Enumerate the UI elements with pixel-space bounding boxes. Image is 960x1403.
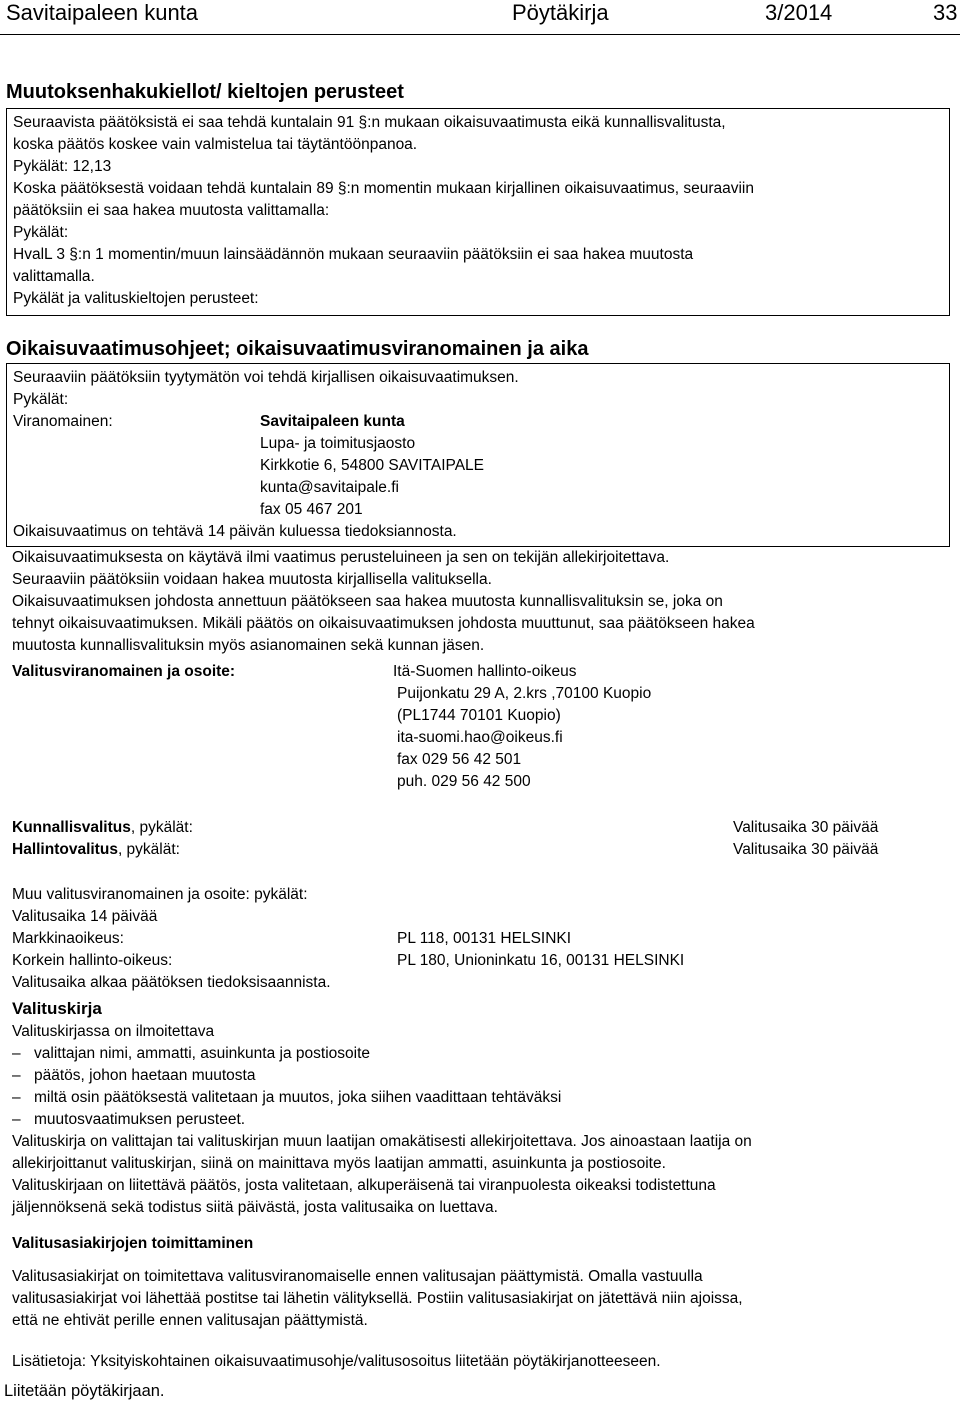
appeal-ban-title: Muutoksenhakukiellot/ kieltojen perusteet bbox=[6, 81, 404, 103]
court-fax: fax 029 56 42 501 bbox=[397, 751, 522, 768]
authority-label: Viranomainen: bbox=[13, 413, 113, 430]
appeal-ban-sections: Pykälät: bbox=[13, 224, 69, 241]
delivery-section bbox=[12, 1233, 950, 1373]
administrative-appeal-bold: Hallintovalitus bbox=[12, 841, 118, 858]
appeal-letter-signature-text: allekirjoittanut valituskirjan, siinä on mainittava myös laatijan ammatti, asuinkunta ja postiosoite. bbox=[12, 1155, 666, 1172]
rectification-sections: Pykälät: bbox=[13, 391, 69, 408]
appeal-letter-attachment-text: jäljennöksenä sekä todistus siitä päivästä, josta valitusaika on luettava. bbox=[12, 1199, 498, 1216]
delivery-info: Lisätietoja: Yksityiskohtainen oikaisuvaatimusohje/valitusosoitus liitetään pöytäkirjanotteeseen. bbox=[12, 1353, 661, 1370]
market-court-address: PL 118, 00131 HELSINKI bbox=[397, 930, 572, 947]
supreme-court-address: PL 180, Unioninkatu 16, 00131 HELSINKI bbox=[397, 952, 685, 969]
dash-bullet: – bbox=[12, 1045, 21, 1062]
appeal-letter-section bbox=[12, 997, 950, 1219]
supreme-court-label: Korkein hallinto-oikeus: bbox=[12, 952, 173, 969]
court-pobox: (PL1744 70101 Kuopio) bbox=[397, 707, 561, 724]
market-court-label: Markkinaoikeus: bbox=[12, 930, 124, 947]
court-phone: puh. 029 56 42 500 bbox=[397, 773, 531, 790]
appeals-paragraph: muutosta kunnallisvalituksin myös asianomainen sekä kunnan jäsen. bbox=[12, 637, 485, 654]
list-item-text: miltä osin päätöksestä valitetaan ja muutos, joka siihen vaadittaan tehtäväksi bbox=[34, 1089, 562, 1106]
appeal-ban-grounds: Pykälät ja valituskieltojen perusteet: bbox=[13, 290, 259, 307]
appeal-ban-text: valittamalla. bbox=[13, 268, 95, 285]
page-header bbox=[0, 0, 960, 34]
court-address: Puijonkatu 29 A, 2.krs ,70100 Kuopio bbox=[397, 685, 652, 702]
delivery-title: Valitusasiakirjojen toimittaminen bbox=[12, 1235, 254, 1252]
rectification-intro: Seuraaviin päätöksiin tyytymätön voi tehdä kirjallisen oikaisuvaatimuksen. bbox=[13, 369, 519, 386]
list-item bbox=[12, 1043, 950, 1065]
appeal-ban-text: Seuraavista päätöksistä ei saa tehdä kuntalain 91 §:n mukaan oikaisuvaatimusta eikä kunnallisvalitusta, bbox=[13, 114, 726, 131]
list-item-text: päätös, johon haetaan muutosta bbox=[34, 1067, 256, 1084]
header-divider bbox=[0, 34, 960, 35]
header-document-number: 3/2014 bbox=[765, 0, 833, 25]
list-item bbox=[12, 1109, 950, 1131]
rectification-requirement: Oikaisuvaatimuksesta on käytävä ilmi vaatimus perusteluineen ja sen on tekijän allekirjoitettava. bbox=[12, 549, 670, 566]
municipal-appeal-label bbox=[12, 817, 193, 839]
appeal-ban-box bbox=[6, 108, 950, 316]
municipal-appeal-bold: Kunnallisvalitus bbox=[12, 819, 131, 836]
footer-note: Liitetään pöytäkirjaan. bbox=[4, 1382, 165, 1400]
court-email: ita-suomi.hao@oikeus.fi bbox=[397, 729, 563, 746]
authority-row bbox=[13, 411, 943, 433]
appeal-ban-sections: Pykälät: 12,13 bbox=[13, 158, 112, 175]
list-item-text: muutosvaatimuksen perusteet. bbox=[34, 1111, 246, 1128]
appeal-letter-attachment-text: Valituskirjaan on liitettävä päätös, josta valitetaan, alkuperäisenä tai viranpuolesta oikeaksi todistettuna bbox=[12, 1177, 716, 1194]
administrative-appeal-time: Valitusaika 30 päivää bbox=[733, 841, 879, 858]
list-item-text: valittajan nimi, ammatti, asuinkunta ja postiosoite bbox=[34, 1045, 370, 1062]
appeal-authority-label: Valitusviranomainen ja osoite: bbox=[12, 663, 236, 680]
rectification-deadline: Oikaisuvaatimus on tehtävä 14 päivän kuluessa tiedoksiannosta. bbox=[13, 523, 457, 540]
delivery-text: valitusasiakirjat voi lähettää postitse tai lähetin välityksellä. Postiin valitusasiakirjat on jätettävä niin ajoissa, bbox=[12, 1290, 743, 1307]
appeal-letter-intro: Valituskirjassa on ilmoitettava bbox=[12, 1023, 215, 1040]
administrative-appeal-rest: , pykälät: bbox=[117, 841, 180, 858]
appeal-ban-text: päätöksiin ei saa hakea muutosta valittamalla: bbox=[13, 202, 330, 219]
appeal-letter-title: Valituskirja bbox=[12, 999, 102, 1018]
dash-bullet: – bbox=[12, 1089, 21, 1106]
header-document-type: Pöytäkirja bbox=[512, 0, 609, 25]
municipal-appeal-time: Valitusaika 30 päivää bbox=[733, 819, 879, 836]
administrative-appeal-label bbox=[12, 839, 180, 861]
authority-fax: fax 05 467 201 bbox=[260, 501, 363, 518]
other-authority-label: Muu valitusviranomainen ja osoite: pykälät: bbox=[12, 886, 308, 903]
authority-name: Savitaipaleen kunta bbox=[260, 413, 405, 430]
delivery-text: että ne ehtivät perille ennen valitusajan päättymistä. bbox=[12, 1312, 368, 1329]
dash-bullet: – bbox=[12, 1067, 21, 1084]
rectification-title: Oikaisuvaatimusohjeet; oikaisuvaatimusviranomainen ja aika bbox=[6, 338, 589, 360]
municipal-appeal-rest: , pykälät: bbox=[130, 819, 193, 836]
appeal-time-start: Valitusaika alkaa päätöksen tiedoksisaannista. bbox=[12, 974, 331, 991]
rectification-box bbox=[6, 363, 950, 547]
header-municipality: Savitaipaleen kunta bbox=[6, 0, 199, 25]
appeal-ban-text: Koska päätöksestä voidaan tehdä kuntalain 89 §:n momentin mukaan kirjallinen oikaisuvaatimus, seuraaviin bbox=[13, 180, 754, 197]
list-item bbox=[12, 1065, 950, 1087]
appeal-letter-signature-text: Valituskirja on valittajan tai valituskirjan muun laatijan omakätisesti allekirjoitettava. Jos ainoastaan laatija on bbox=[12, 1133, 752, 1150]
authority-unit: Lupa- ja toimitusjaosto bbox=[260, 435, 416, 452]
list-item bbox=[12, 1087, 950, 1109]
header-page-number: 33 bbox=[933, 0, 958, 25]
appeals-paragraph: Oikaisuvaatimuksen johdosta annettuun päätökseen saa hakea muutosta kunnallisvalituksin se, joka on bbox=[12, 593, 723, 610]
appeal-ban-text: koska päätös koskee vain valmistelua tai täytäntöönpanoa. bbox=[13, 136, 418, 153]
appeals-section bbox=[12, 547, 950, 657]
dash-bullet: – bbox=[12, 1111, 21, 1128]
authority-address: Kirkkotie 6, 54800 SAVITAIPALE bbox=[260, 457, 485, 474]
court-name: Itä-Suomen hallinto-oikeus bbox=[393, 663, 577, 680]
authority-email: kunta@savitaipale.fi bbox=[260, 479, 399, 496]
appeals-paragraph: Seuraaviin päätöksiin voidaan hakea muutosta kirjallisella valituksella. bbox=[12, 571, 492, 588]
delivery-text: Valitusasiakirjat on toimitettava valitusviranomaiselle ennen valitusajan päättymistä. Omalla vastuulla bbox=[12, 1268, 703, 1285]
other-appeal-time: Valitusaika 14 päivää bbox=[12, 908, 158, 925]
appeal-ban-text: HvalL 3 §:n 1 momentin/muun lainsäädännön mukaan seuraaviin päätöksiin ei saa hakea muutosta bbox=[13, 246, 694, 263]
appeals-paragraph: tehnyt oikaisuvaatimuksen. Mikäli päätös on oikaisuvaatimuksen johdosta muuttunut, saa päätökseen hakea bbox=[12, 615, 755, 632]
